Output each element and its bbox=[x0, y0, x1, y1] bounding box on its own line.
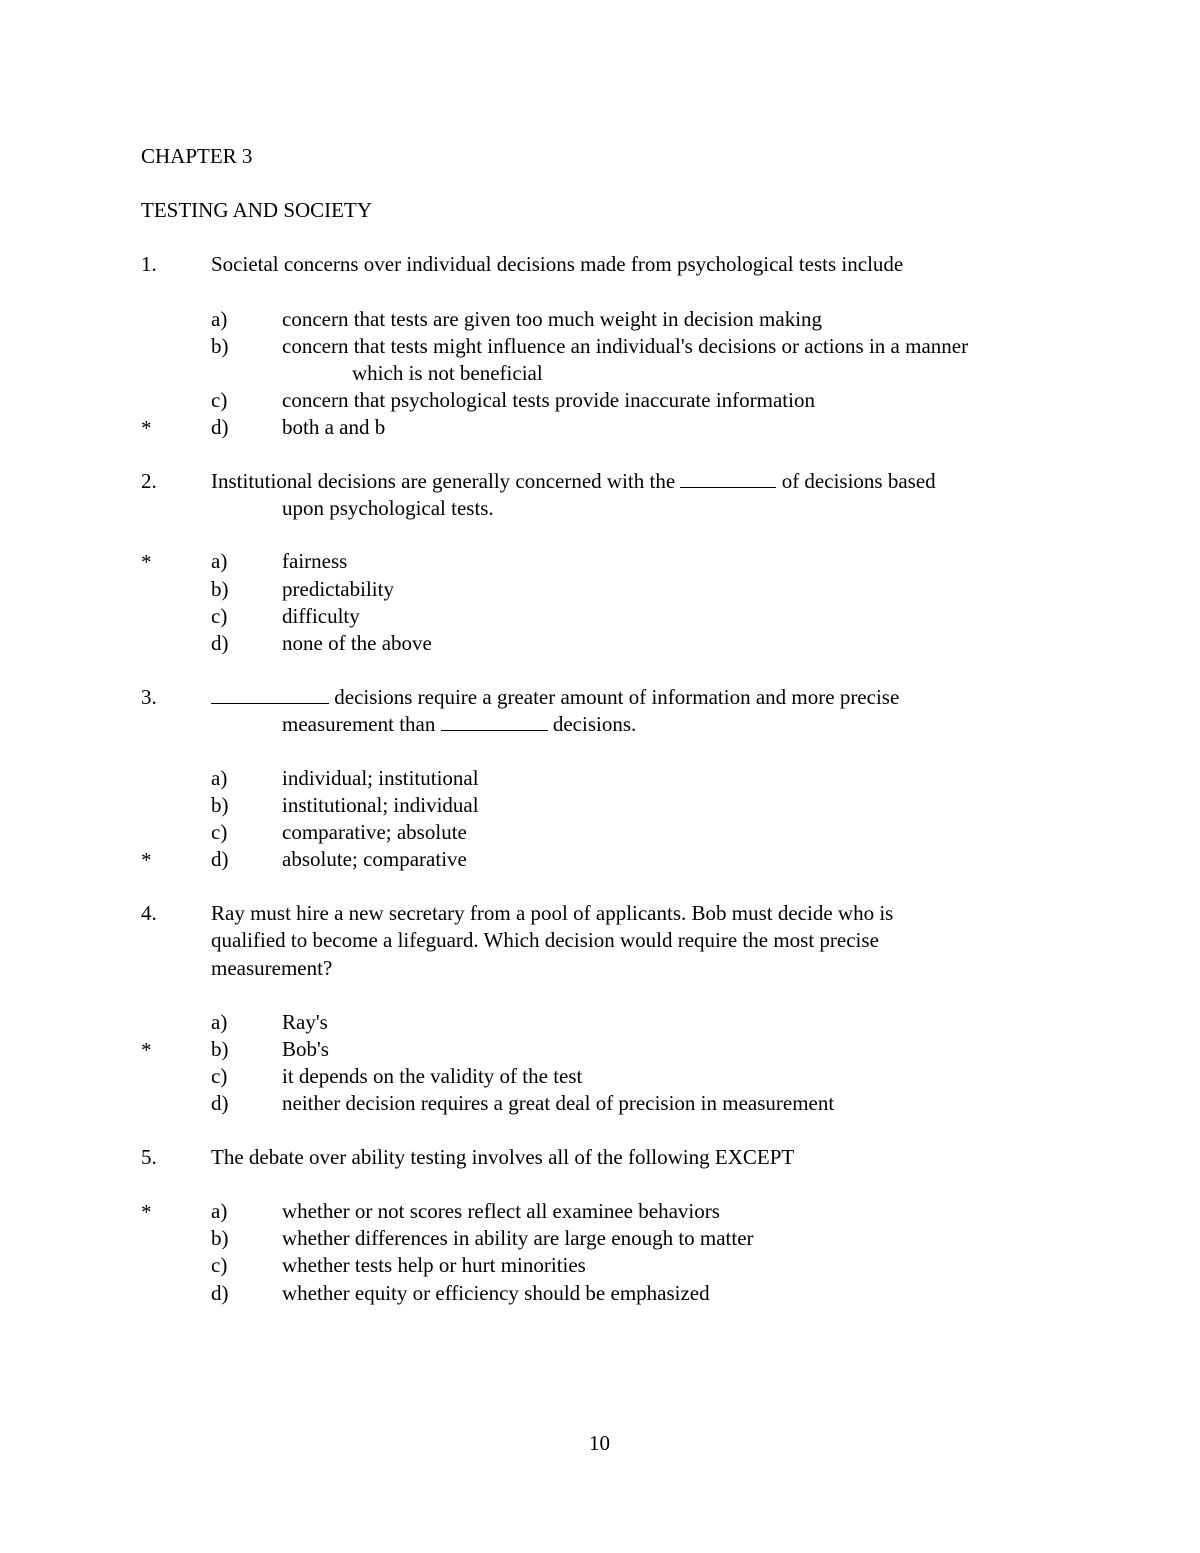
question-stem bbox=[211, 684, 899, 711]
option-text: it depends on the validity of the test bbox=[282, 1064, 583, 1088]
option-text: concern that tests might influence an individual's decisions or actions in a manner bbox=[282, 334, 969, 358]
chapter-heading: CHAPTER 3 bbox=[141, 144, 253, 168]
question-stem bbox=[211, 468, 936, 495]
option-text: whether equity or efficiency should be emphasized bbox=[282, 1281, 710, 1305]
option-letter: a) bbox=[211, 1010, 228, 1034]
option-text: absolute; comparative bbox=[282, 847, 467, 871]
option-text: individual; institutional bbox=[282, 766, 479, 790]
question-stem-line: Ray must hire a new secretary from a pool of applicants. Bob must decide who is bbox=[211, 901, 894, 925]
option-text: difficulty bbox=[282, 604, 360, 628]
question-stem: Societal concerns over individual decisions made from psychological tests include bbox=[211, 252, 904, 276]
question-stem-line: measurement? bbox=[211, 956, 333, 980]
answer-blank bbox=[441, 712, 548, 731]
option-letter: b) bbox=[211, 1037, 229, 1061]
question-number: 2. bbox=[141, 469, 157, 493]
option-text: whether or not scores reflect all examinee behaviors bbox=[282, 1199, 720, 1223]
option-letter: d) bbox=[211, 847, 229, 871]
correct-answer-marker: * bbox=[141, 1038, 152, 1062]
stem-text: of decisions based bbox=[781, 469, 936, 493]
stem-text: decisions. bbox=[552, 712, 637, 736]
option-letter: b) bbox=[211, 577, 229, 601]
option-text: none of the above bbox=[282, 631, 432, 655]
option-letter: c) bbox=[211, 820, 228, 844]
option-letter: d) bbox=[211, 415, 229, 439]
question-number: 5. bbox=[141, 1145, 157, 1169]
option-text: whether differences in ability are large enough to matter bbox=[282, 1226, 754, 1250]
option-text-continuation: which is not beneficial bbox=[352, 361, 543, 385]
option-letter: d) bbox=[211, 1091, 229, 1115]
option-letter: c) bbox=[211, 1064, 228, 1088]
option-text: institutional; individual bbox=[282, 793, 479, 817]
correct-answer-marker: * bbox=[141, 848, 152, 872]
question-number: 4. bbox=[141, 901, 157, 925]
option-letter: b) bbox=[211, 793, 229, 817]
option-text: comparative; absolute bbox=[282, 820, 467, 844]
question-number: 1. bbox=[141, 252, 157, 276]
question-stem-continuation: upon psychological tests. bbox=[282, 496, 494, 520]
stem-text: Institutional decisions are generally concerned with the bbox=[211, 469, 676, 493]
correct-answer-marker: * bbox=[141, 550, 152, 574]
correct-answer-marker: * bbox=[141, 416, 152, 440]
option-text: predictability bbox=[282, 577, 394, 601]
question-stem-line: qualified to become a lifeguard. Which decision would require the most precise bbox=[211, 928, 879, 952]
option-letter: c) bbox=[211, 388, 228, 412]
option-letter: a) bbox=[211, 1199, 228, 1223]
option-letter: b) bbox=[211, 1226, 229, 1250]
option-letter: c) bbox=[211, 604, 228, 628]
correct-answer-marker: * bbox=[141, 1200, 152, 1224]
option-letter: a) bbox=[211, 307, 228, 331]
stem-text: decisions require a greater amount of information and more precise bbox=[334, 685, 900, 709]
stem-text: measurement than bbox=[282, 712, 436, 736]
option-text: whether tests help or hurt minorities bbox=[282, 1253, 586, 1277]
page-number: 10 bbox=[589, 1431, 610, 1455]
option-letter: a) bbox=[211, 766, 228, 790]
answer-blank bbox=[211, 685, 329, 704]
answer-blank bbox=[680, 469, 776, 488]
option-text: Ray's bbox=[282, 1010, 328, 1034]
chapter-title: TESTING AND SOCIETY bbox=[141, 198, 372, 222]
option-text: concern that psychological tests provide inaccurate information bbox=[282, 388, 815, 412]
option-letter: d) bbox=[211, 631, 229, 655]
option-letter: c) bbox=[211, 1253, 228, 1277]
option-text: neither decision requires a great deal of precision in measurement bbox=[282, 1091, 835, 1115]
question-stem: The debate over ability testing involves all of the following EXCEPT bbox=[211, 1145, 795, 1169]
option-letter: d) bbox=[211, 1281, 229, 1305]
question-number: 3. bbox=[141, 685, 157, 709]
option-letter: a) bbox=[211, 549, 228, 573]
option-text: concern that tests are given too much weight in decision making bbox=[282, 307, 823, 331]
option-text: Bob's bbox=[282, 1037, 329, 1061]
option-text: fairness bbox=[282, 549, 348, 573]
option-text: both a and b bbox=[282, 415, 386, 439]
question-stem-continuation bbox=[282, 711, 636, 738]
option-letter: b) bbox=[211, 334, 229, 358]
